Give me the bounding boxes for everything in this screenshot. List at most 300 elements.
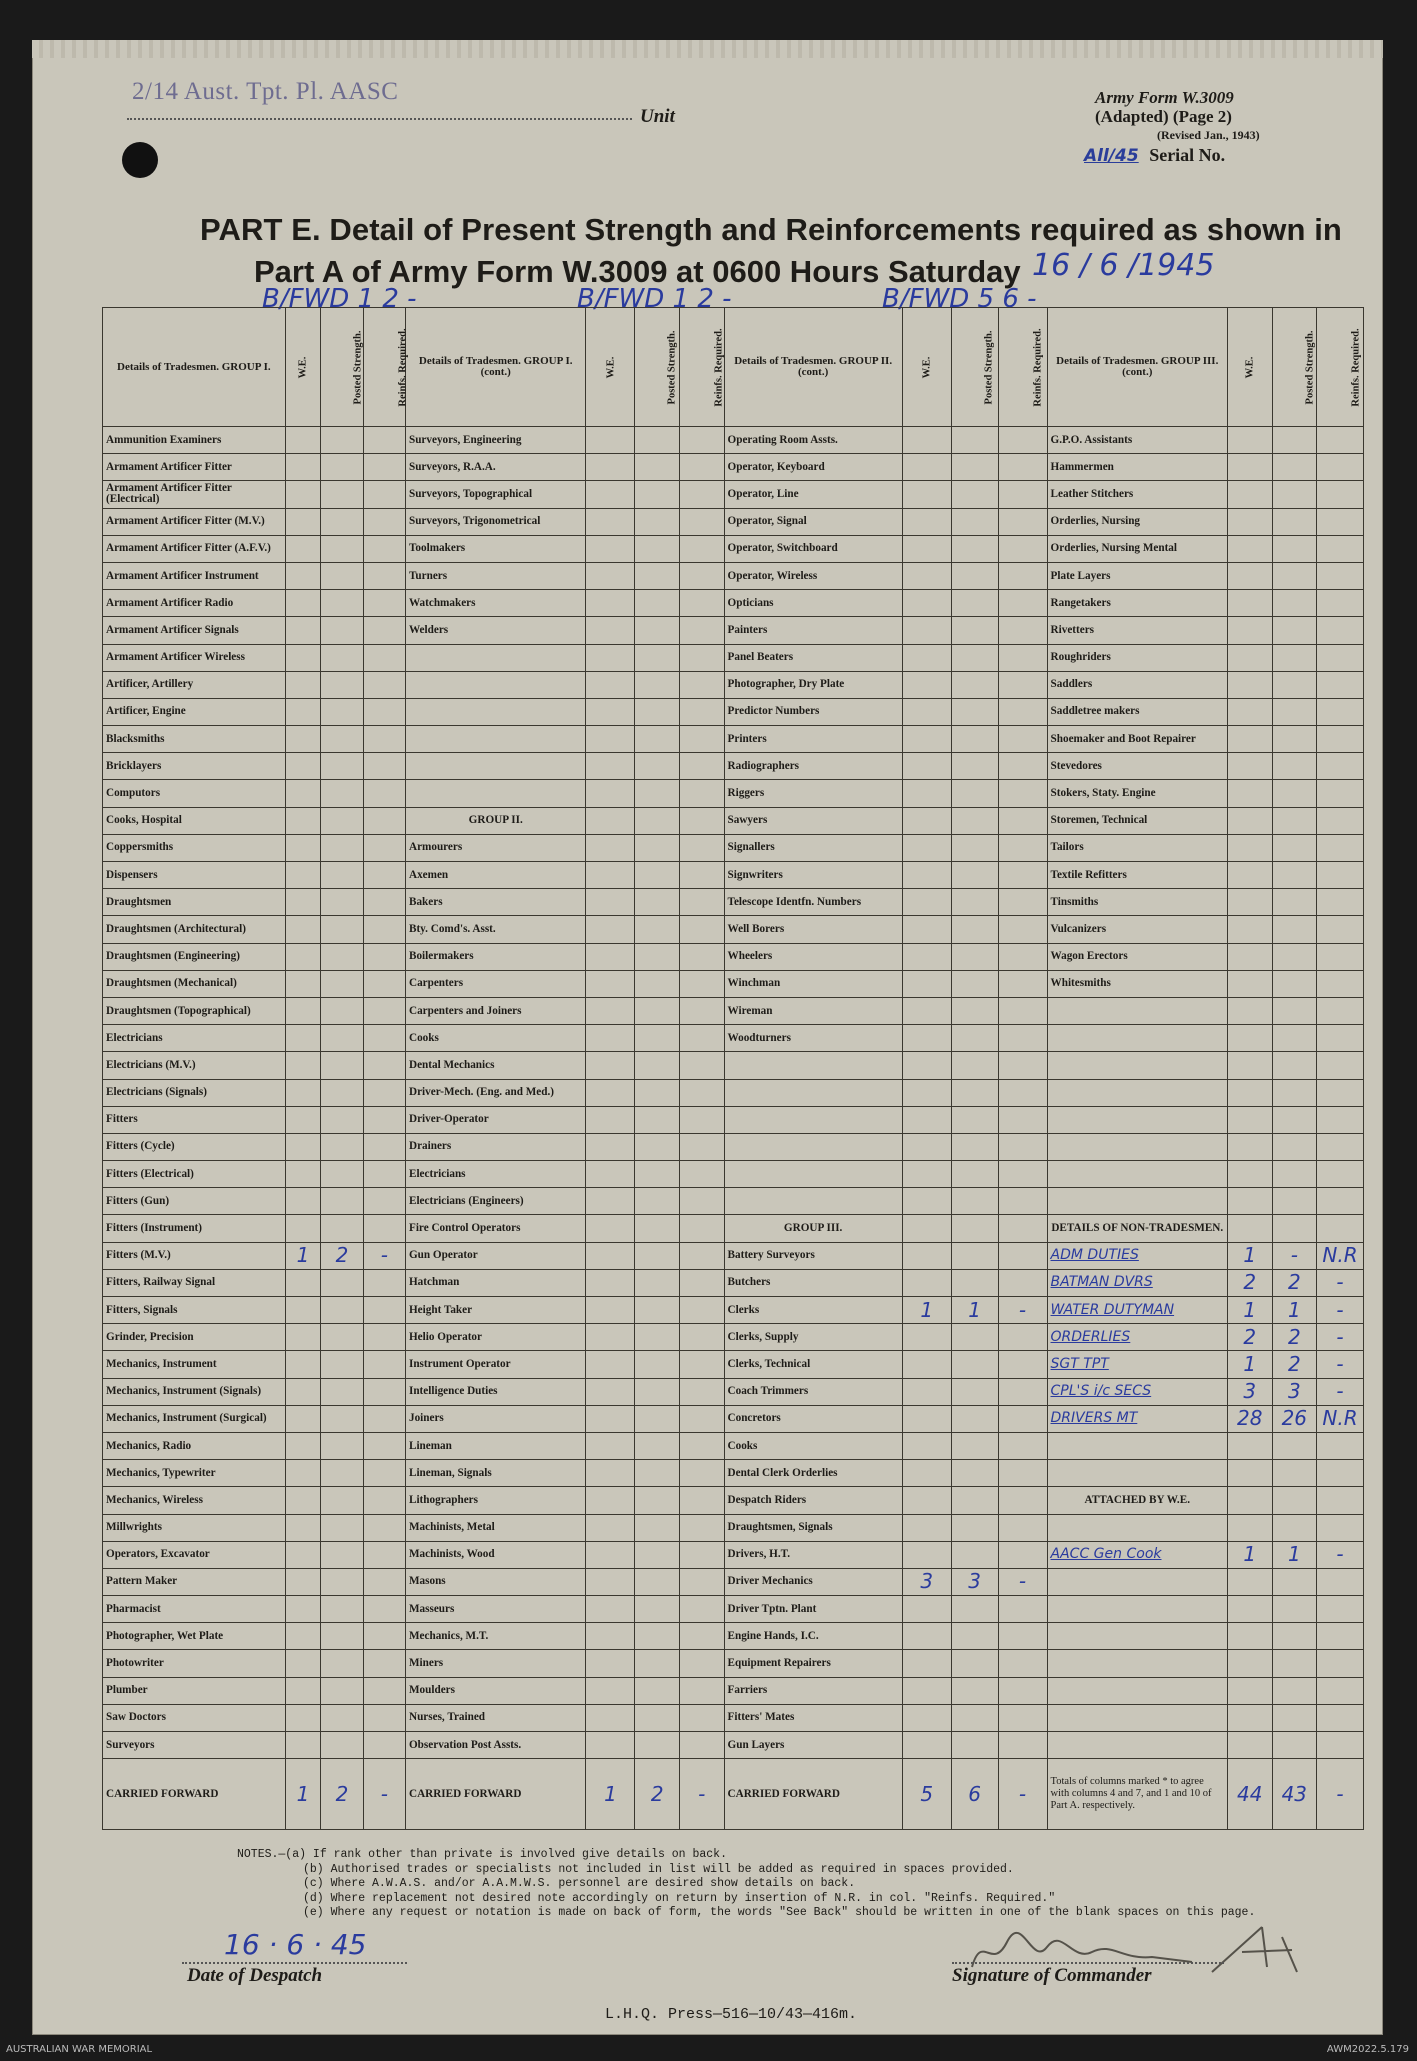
group1-trade-name: Armament Artificer Wireless [103,644,286,671]
group1-cont-we-cell [586,1623,635,1650]
group3-cont-posted-cell [1272,943,1317,970]
group1-cont-trade-name: Height Taker [405,1297,585,1324]
group2-cont-we-cell: 3 [902,1568,951,1595]
table-row [103,1650,1364,1677]
group2-cont-reinfs-cell [998,1514,1047,1541]
group1-trade-name: Armament Artificer Fitter [103,454,286,481]
group2-cont-posted-cell [951,916,998,943]
group3-cont-reinfs-cell [1317,1487,1364,1514]
group2-cont-trade-name: Operator, Wireless [724,562,902,589]
group2-cont-trade-name: Operating Room Assts. [724,427,902,454]
group1-cont-reinfs-cell [679,617,724,644]
group1-cont-we-cell [586,916,635,943]
group2-cont-trade-name: Predictor Numbers [724,698,902,725]
group2-cont-reinfs-cell [998,427,1047,454]
group3-cont-trade-name: AACC Gen Cook [1047,1541,1227,1568]
group1-cont-reinfs-cell [679,1623,724,1650]
group2-cont-trade-name: Equipment Repairers [724,1650,902,1677]
group2-cont-trade-name: Photographer, Dry Plate [724,671,902,698]
group2-cont-reinfs-cell [998,1269,1047,1296]
group1-cont-we-cell [586,943,635,970]
group1-cont-we-cell [586,889,635,916]
group3-cont-trade-name [1047,1133,1227,1160]
group1-reinfs-cell: - [363,1242,405,1269]
group3-cont-trade-name: DETAILS OF NON-TRADESMEN. [1047,1215,1227,1242]
group2-cont-reinfs-cell [998,481,1047,508]
group1-cont-trade-name [405,780,585,807]
table-row [103,644,1364,671]
group2-cont-we-cell [902,1650,951,1677]
group3-cont-reinfs-cell [1317,1188,1364,1215]
group3-cont-posted-cell [1272,1215,1317,1242]
cf-posted: 6 [951,1759,998,1830]
group2-cont-we-cell [902,1269,951,1296]
group1-cont-we-cell [586,997,635,1024]
group3-cont-reinfs-cell [1317,617,1364,644]
group1-posted-cell [321,1432,363,1459]
cf-we: 1 [586,1759,635,1830]
group3-cont-we-cell [1227,562,1272,589]
group2-cont-we-cell [902,943,951,970]
group2-cont-reinfs-cell [998,1378,1047,1405]
form-page [32,40,1383,2035]
group3-cont-we-cell: 1 [1227,1242,1272,1269]
group2-cont-trade-name: Clerks, Technical [724,1351,902,1378]
group1-cont-trade-name: Instrument Operator [405,1351,585,1378]
group1-cont-we-cell [586,698,635,725]
group2-cont-we-cell [902,1596,951,1623]
group1-trade-name: Plumber [103,1677,286,1704]
group2-cont-reinfs-cell [998,1541,1047,1568]
carried-forward-label: CARRIED FORWARD [724,1759,902,1830]
group1-cont-trade-name: GROUP II. [405,807,585,834]
group3-cont-trade-name: DRIVERS MT [1047,1405,1227,1432]
group1-reinfs-cell [363,1269,405,1296]
group1-cont-posted-cell [635,481,680,508]
group3-cont-reinfs-cell [1317,454,1364,481]
group1-we-cell [285,1704,321,1731]
group2-cont-we-cell [902,644,951,671]
group3-cont-we-cell [1227,753,1272,780]
group1-posted-cell [321,862,363,889]
group1-cont-posted-cell [635,916,680,943]
group2-cont-trade-name: Cooks [724,1432,902,1459]
group2-cont-trade-name [724,1188,902,1215]
group2-cont-posted-cell [951,1378,998,1405]
group1-cont-posted-cell [635,1106,680,1133]
group3-cont-we-cell [1227,1568,1272,1595]
group1-cont-posted-cell [635,1324,680,1351]
group1-we-cell [285,454,321,481]
group3-cont-trade-name: Textile Refitters [1047,862,1227,889]
cf-reinfs: - [998,1759,1047,1830]
group2-cont-posted-cell [951,889,998,916]
group1-cont-trade-name: Driver-Mech. (Eng. and Med.) [405,1079,585,1106]
group3-cont-reinfs-cell [1317,970,1364,997]
table-row [103,1704,1364,1731]
group1-posted-cell [321,617,363,644]
unit-underline [127,118,632,120]
group3-cont-we-cell [1227,508,1272,535]
group3-cont-trade-name: Hammermen [1047,454,1227,481]
group1-cont-posted-cell [635,671,680,698]
group1-cont-reinfs-cell [679,1351,724,1378]
group2-cont-posted-cell [951,1242,998,1269]
group1-posted-cell [321,535,363,562]
group1-trade-name: Computors [103,780,286,807]
group3-cont-we-cell [1227,780,1272,807]
group3-cont-header: Details of Tradesmen. GROUP III. (cont.) [1047,308,1227,427]
group1-we-cell [285,970,321,997]
group1-we-cell [285,1541,321,1568]
group1-cont-reinfs-cell [679,780,724,807]
group2-cont-posted-cell [951,1133,998,1160]
group1-cont-we-cell [586,535,635,562]
group2-cont-trade-name: Draughtsmen, Signals [724,1514,902,1541]
group3-cont-trade-name [1047,1568,1227,1595]
group2-cont-we-cell [902,889,951,916]
table-row [103,807,1364,834]
group1-cont-we-cell [586,1133,635,1160]
group3-cont-reinfs-cell [1317,1650,1364,1677]
group1-reinfs-cell [363,1351,405,1378]
group2-cont-reinfs-cell [998,753,1047,780]
strength-table [102,307,1364,1830]
group2-cont-we-cell [902,1732,951,1759]
group2-cont-reinfs-cell [998,1704,1047,1731]
group1-cont-we-cell [586,1188,635,1215]
group3-cont-trade-name: SGT TPT [1047,1351,1227,1378]
group1-trade-name: Fitters (Instrument) [103,1215,286,1242]
group3-cont-reinfs-cell [1317,644,1364,671]
group2-cont-posted-cell [951,780,998,807]
cf-reinfs: - [679,1759,724,1830]
group1-cont-reinfs-cell [679,1487,724,1514]
group2-cont-reinfs-cell [998,617,1047,644]
group1-cont-posted-cell [635,943,680,970]
unit-label: Unit [640,106,675,127]
group2-cont-reinfs-cell [998,1242,1047,1269]
group3-cont-we-cell [1227,1623,1272,1650]
bfwd-group2-cont: B/FWD 1 2 - [577,284,732,314]
group2-cont-we-cell [902,970,951,997]
group1-trade-name: Armament Artificer Fitter (Electrical) [103,481,286,508]
group2-cont-reinfs-cell [998,780,1047,807]
group3-cont-trade-name [1047,1079,1227,1106]
group2-cont-posted-cell [951,1650,998,1677]
group2-cont-reinfs-cell [998,1215,1047,1242]
group2-cont-trade-name: Gun Layers [724,1732,902,1759]
group1-posted-cell [321,1161,363,1188]
group3-cont-posted-cell [1272,1460,1317,1487]
group1-posted-cell [321,1133,363,1160]
group1-cont-reinfs-cell [679,997,724,1024]
group2-cont-trade-name: Butchers [724,1269,902,1296]
table-row [103,1324,1364,1351]
form-title-line2: Part A of Army Form W.3009 at 0600 Hours Saturday [254,254,1021,289]
table-row [103,916,1364,943]
group1-cont-posted-cell [635,1650,680,1677]
group2-cont-we-cell [902,1215,951,1242]
group1-posted-cell [321,1460,363,1487]
group3-cont-trade-name: BATMAN DVRS [1047,1269,1227,1296]
table-row [103,1432,1364,1459]
group3-cont-reinfs-cell [1317,590,1364,617]
signature-label: Signature of Commander [952,1965,1152,1986]
group1-reinfs-cell [363,454,405,481]
group3-cont-we-cell: 1 [1227,1541,1272,1568]
group1-reinfs-cell [363,1025,405,1052]
group3-cont-posted-cell [1272,916,1317,943]
group3-cont-posted-cell [1272,1161,1317,1188]
note-line: (e) Where any request or notation is made on back of form, the words "See Back" should be written in one of the blank spaces on this page. [303,1906,1256,1919]
bfwd-group3-cont: B/FWD 5 6 - [882,284,1037,314]
group1-cont-reinfs-cell [679,1025,724,1052]
group2-cont-reinfs-cell [998,1623,1047,1650]
table-row [103,997,1364,1024]
group1-reinfs-cell [363,617,405,644]
despatch-date-handwritten: 16 · 6 · 45 [224,1928,367,1961]
group2-cont-we-cell: 1 [902,1297,951,1324]
group2-cont-we-cell [902,1242,951,1269]
group1-cont-we-cell [586,562,635,589]
group3-cont-we-cell: 2 [1227,1269,1272,1296]
group2-cont-posted-cell [951,562,998,589]
group3-cont-we-cell [1227,454,1272,481]
group2-cont-reinfs-cell [998,1324,1047,1351]
cf-posted: 2 [321,1759,363,1830]
group1-reinfs-cell [363,889,405,916]
group1-reinfs-cell [363,1596,405,1623]
group1-trade-name: Armament Artificer Fitter (M.V.) [103,508,286,535]
despatch-label: Date of Despatch [187,1965,323,1986]
serial-label: Serial No. [1149,145,1226,165]
group3-cont-posted-cell [1272,427,1317,454]
group3-cont-reinfs-cell: - [1317,1351,1364,1378]
group2-cont-we-cell [902,1106,951,1133]
group1-trade-name: Armament Artificer Instrument [103,562,286,589]
group1-cont-trade-name: Surveyors, R.A.A. [405,454,585,481]
group3-cont-posted-cell [1272,834,1317,861]
group3-cont-we-cell [1227,698,1272,725]
group2-cont-reinfs-cell [998,1732,1047,1759]
group1-posted-cell [321,1188,363,1215]
group1-posted-cell [321,1297,363,1324]
group3-cont-trade-name [1047,1596,1227,1623]
group1-cont-posted-cell [635,1514,680,1541]
group1-cont-we-cell [586,1432,635,1459]
group1-reinfs-cell [363,1405,405,1432]
cf-we: 44 [1227,1759,1272,1830]
group1-trade-name: Mechanics, Wireless [103,1487,286,1514]
group2-cont-posted-cell [951,1732,998,1759]
group3-cont-posted-cell [1272,1650,1317,1677]
title-date-handwritten: 16 / 6 /1945 [1032,248,1215,283]
group1-cont-trade-name: Lineman [405,1432,585,1459]
group1-cont-reinfs-cell [679,1188,724,1215]
group2-cont-posted-cell [951,1432,998,1459]
group1-trade-name: Armament Artificer Fitter (A.F.V.) [103,535,286,562]
group1-trade-name: Fitters [103,1106,286,1133]
group1-cont-we-cell [586,1378,635,1405]
group1-cont-trade-name: Watchmakers [405,590,585,617]
group1-cont-posted-cell [635,1215,680,1242]
group1-cont-trade-name: Lithographers [405,1487,585,1514]
group1-cont-reinfs-cell [679,1732,724,1759]
group1-cont-posted-cell [635,1623,680,1650]
group3-cont-posted-cell [1272,1487,1317,1514]
group2-cont-trade-name: Drivers, H.T. [724,1541,902,1568]
group1-posted-cell [321,1623,363,1650]
group1-cont-we-cell [586,807,635,834]
posted-header: Posted Strength. [1272,308,1317,427]
group3-cont-posted-cell [1272,1106,1317,1133]
group1-cont-we-cell [586,970,635,997]
group3-cont-reinfs-cell [1317,943,1364,970]
group3-cont-trade-name: Rivetters [1047,617,1227,644]
group1-trade-name: Electricians (Signals) [103,1079,286,1106]
group2-cont-posted-cell [951,1677,998,1704]
group1-posted-cell [321,997,363,1024]
group2-cont-we-cell [902,916,951,943]
group1-reinfs-cell [363,1297,405,1324]
group2-cont-reinfs-cell [998,454,1047,481]
table-row [103,1487,1364,1514]
group2-cont-posted-cell [951,1405,998,1432]
group1-posted-cell [321,834,363,861]
group1-trade-name: Electricians (M.V.) [103,1052,286,1079]
group1-cont-reinfs-cell [679,1079,724,1106]
table-row [103,590,1364,617]
group1-cont-posted-cell [635,780,680,807]
group3-cont-reinfs-cell [1317,1677,1364,1704]
group1-cont-reinfs-cell [679,1242,724,1269]
group2-cont-trade-name [724,1052,902,1079]
table-row [103,834,1364,861]
group3-cont-trade-name [1047,997,1227,1024]
group2-cont-trade-name: Woodturners [724,1025,902,1052]
note-line: (d) Where replacement not desired note accordingly on return by insertion of N.R. in col. "Reinfs. Required." [303,1891,1056,1905]
group1-cont-posted-cell [635,454,680,481]
group3-cont-posted-cell: 1 [1272,1297,1317,1324]
group1-cont-posted-cell [635,1378,680,1405]
group1-cont-reinfs-cell [679,916,724,943]
group2-cont-we-cell [902,1487,951,1514]
group2-cont-we-cell [902,1052,951,1079]
group3-cont-trade-name: G.P.O. Assistants [1047,427,1227,454]
group2-cont-posted-cell [951,753,998,780]
group3-cont-reinfs-cell [1317,1161,1364,1188]
group1-cont-reinfs-cell [679,481,724,508]
table-row [103,1460,1364,1487]
group2-cont-trade-name: Farriers [724,1677,902,1704]
group1-posted-cell [321,1568,363,1595]
group1-cont-trade-name: Surveyors, Engineering [405,427,585,454]
group3-cont-we-cell [1227,1106,1272,1133]
table-row [103,862,1364,889]
group3-cont-trade-name: Tailors [1047,834,1227,861]
group2-cont-posted-cell [951,427,998,454]
group3-cont-we-cell: 1 [1227,1297,1272,1324]
group1-we-cell [285,1133,321,1160]
group1-reinfs-cell [363,644,405,671]
table-row [103,1161,1364,1188]
group1-cont-trade-name: Gun Operator [405,1242,585,1269]
group1-cont-posted-cell [635,889,680,916]
group1-reinfs-cell [363,1460,405,1487]
we-header: W.E. [1227,308,1272,427]
group2-cont-posted-cell [951,590,998,617]
group2-cont-we-cell [902,1541,951,1568]
group1-reinfs-cell [363,780,405,807]
group2-cont-reinfs-cell [998,916,1047,943]
group1-cont-posted-cell [635,1487,680,1514]
group2-cont-trade-name: Signallers [724,834,902,861]
group1-cont-posted-cell [635,1732,680,1759]
group2-cont-posted-cell [951,943,998,970]
group1-cont-trade-name: Welders [405,617,585,644]
table-row [103,617,1364,644]
group1-reinfs-cell [363,1215,405,1242]
group3-cont-trade-name [1047,1161,1227,1188]
group1-posted-cell [321,1541,363,1568]
group1-we-cell [285,1487,321,1514]
group1-cont-reinfs-cell [679,698,724,725]
group3-cont-reinfs-cell [1317,862,1364,889]
group1-cont-posted-cell [635,862,680,889]
group3-cont-reinfs-cell [1317,889,1364,916]
group1-trade-name: Photowriter [103,1650,286,1677]
posted-header: Posted Strength. [635,308,680,427]
group3-cont-reinfs-cell [1317,726,1364,753]
group3-cont-we-cell [1227,1188,1272,1215]
group1-cont-we-cell [586,617,635,644]
group2-cont-reinfs-cell [998,1460,1047,1487]
group3-cont-posted-cell [1272,1079,1317,1106]
group2-cont-reinfs-cell [998,535,1047,562]
group1-cont-reinfs-cell [679,1378,724,1405]
group1-cont-reinfs-cell [679,1677,724,1704]
group2-cont-trade-name [724,1079,902,1106]
group1-posted-cell [321,481,363,508]
group3-cont-reinfs-cell: - [1317,1324,1364,1351]
posted-header: Posted Strength. [951,308,998,427]
table-row [103,671,1364,698]
group1-cont-trade-name [405,698,585,725]
group2-cont-trade-name: Engine Hands, I.C. [724,1623,902,1650]
group2-cont-posted-cell [951,726,998,753]
table-row [103,1025,1364,1052]
group1-cont-we-cell [586,1242,635,1269]
group1-cont-we-cell [586,1460,635,1487]
table-row [103,1405,1364,1432]
group2-cont-trade-name: Clerks [724,1297,902,1324]
group2-cont-trade-name: Well Borers [724,916,902,943]
group3-cont-reinfs-cell [1317,1079,1364,1106]
group1-we-cell [285,1161,321,1188]
group2-cont-trade-name: Despatch Riders [724,1487,902,1514]
group1-reinfs-cell [363,1514,405,1541]
group1-we-cell [285,1650,321,1677]
table-row [103,508,1364,535]
group3-cont-we-cell [1227,1215,1272,1242]
group2-cont-posted-cell [951,1161,998,1188]
group3-cont-trade-name: CPL'S i/c SECS [1047,1378,1227,1405]
group3-cont-reinfs-cell [1317,508,1364,535]
group2-cont-posted-cell [951,481,998,508]
group1-posted-cell [321,1704,363,1731]
group2-cont-reinfs-cell [998,834,1047,861]
